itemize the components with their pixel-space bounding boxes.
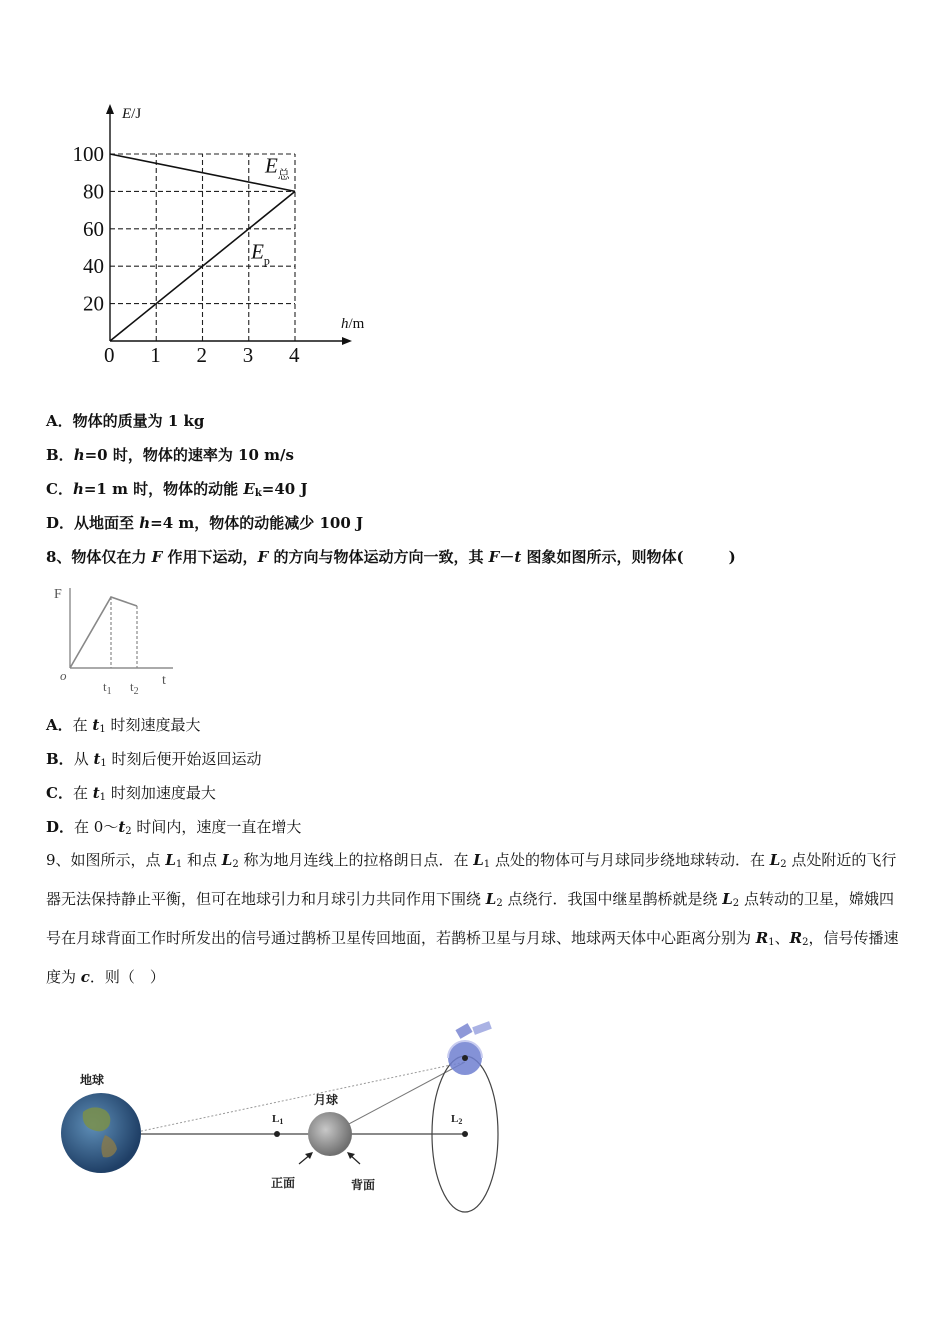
y-axis-label: E/J xyxy=(122,106,142,122)
q7-option-b: B．h=0 时，物体的速率为 10 m/s xyxy=(46,446,294,464)
energy-chart-svg xyxy=(62,98,382,370)
q8-option-c: C．在 $t_1$ 时刻加速度最大 xyxy=(46,784,216,803)
x-tick-label: 2 xyxy=(196,343,207,367)
x-tick-label: 3 xyxy=(242,343,254,367)
moon-icon xyxy=(308,1112,352,1156)
x-tick-label: 1 xyxy=(150,343,161,367)
moon-label: 月球 xyxy=(314,1093,339,1107)
force-axis-label: F xyxy=(54,587,62,602)
time-axis-label: t xyxy=(162,673,166,688)
l1-label: L1 xyxy=(272,1113,284,1126)
t2-label: $t_2$ xyxy=(130,679,139,697)
origin-label: o xyxy=(60,668,67,683)
earth-label: 地球 xyxy=(80,1073,105,1087)
l2-point xyxy=(462,1131,468,1137)
force-time-graph xyxy=(48,580,188,698)
q8-stem: 8、物体仅在力 F 作用下运动，F 的方向与物体运动方向一致，其 F－t 图象如图所示，则物体( ) xyxy=(46,548,736,566)
x-tick-label: 4 xyxy=(289,343,300,367)
x-tick-label: 0 xyxy=(104,343,115,367)
force-curve xyxy=(70,597,137,668)
y-axis-arrow xyxy=(106,104,114,114)
y-tick-label: 60 xyxy=(83,216,104,241)
q8-option-a: A．在 $t_1$ 时刻速度最大 xyxy=(46,716,201,735)
y-tick-label: 80 xyxy=(83,179,104,204)
t1-label: $t_1$ xyxy=(103,679,112,697)
front-label: 正面 xyxy=(271,1176,296,1190)
x-axis-arrow xyxy=(342,337,352,345)
earth-moon-lagrange-figure xyxy=(55,1020,515,1215)
earth-icon xyxy=(61,1093,141,1173)
q7-option-c: C．h=1 m 时，物体的动能 $E_k=40$ J xyxy=(46,480,308,499)
back-label: 背面 xyxy=(351,1178,376,1192)
y-tick-label: 40 xyxy=(83,254,104,279)
series-label-potential-energy: $E_p$ xyxy=(251,239,270,268)
q7-option-d: D．从地面至 h=4 m，物体的动能减少 100 J xyxy=(46,514,364,532)
q9-stem: 9、如图所示，点 $L_1$ 和点 $L_2$ 称为地月连线上的拉格朗日点．在 $L_1$ 点处的物体可与月球同步绕地球转动．在 $L_2$ 点处附近的飞行器无法保持静止平衡，但可在地球引力和月球引力共同作用下围绕 $L_2$ 点绕行．我国中继星鹊桥就是绕 $L_2$ 点转动的卫星，嫦娥四号在月球背面工作时所发出的信号通过鹊桥卫星传回地面，若鹊桥卫星与月球、地球两天体中心距离分别为 $R_1$、$R_2$，信号传播速度为 c．则（ ） xyxy=(46,851,899,986)
energy-height-chart xyxy=(62,98,382,370)
q8-option-d: D．在 $0\sim t_2$ 时间内，速度一直在增大 xyxy=(46,818,302,837)
relay-satellite-icon xyxy=(448,1021,492,1075)
q8-option-b: B．从 $t_1$ 时刻后便开始返回运动 xyxy=(46,750,262,769)
series-label-total-energy: $E_总$ xyxy=(264,153,290,182)
y-tick-label: 100 xyxy=(72,142,104,166)
y-tick-label: 20 xyxy=(83,291,104,316)
q7-option-a: A．物体的质量为 1 kg xyxy=(46,412,205,430)
x-axis-label: h/m xyxy=(341,316,365,332)
force-time-svg xyxy=(48,580,188,698)
l1-point xyxy=(274,1131,280,1137)
lagrange-svg xyxy=(55,1020,515,1215)
l2-label: L2 xyxy=(451,1113,463,1126)
